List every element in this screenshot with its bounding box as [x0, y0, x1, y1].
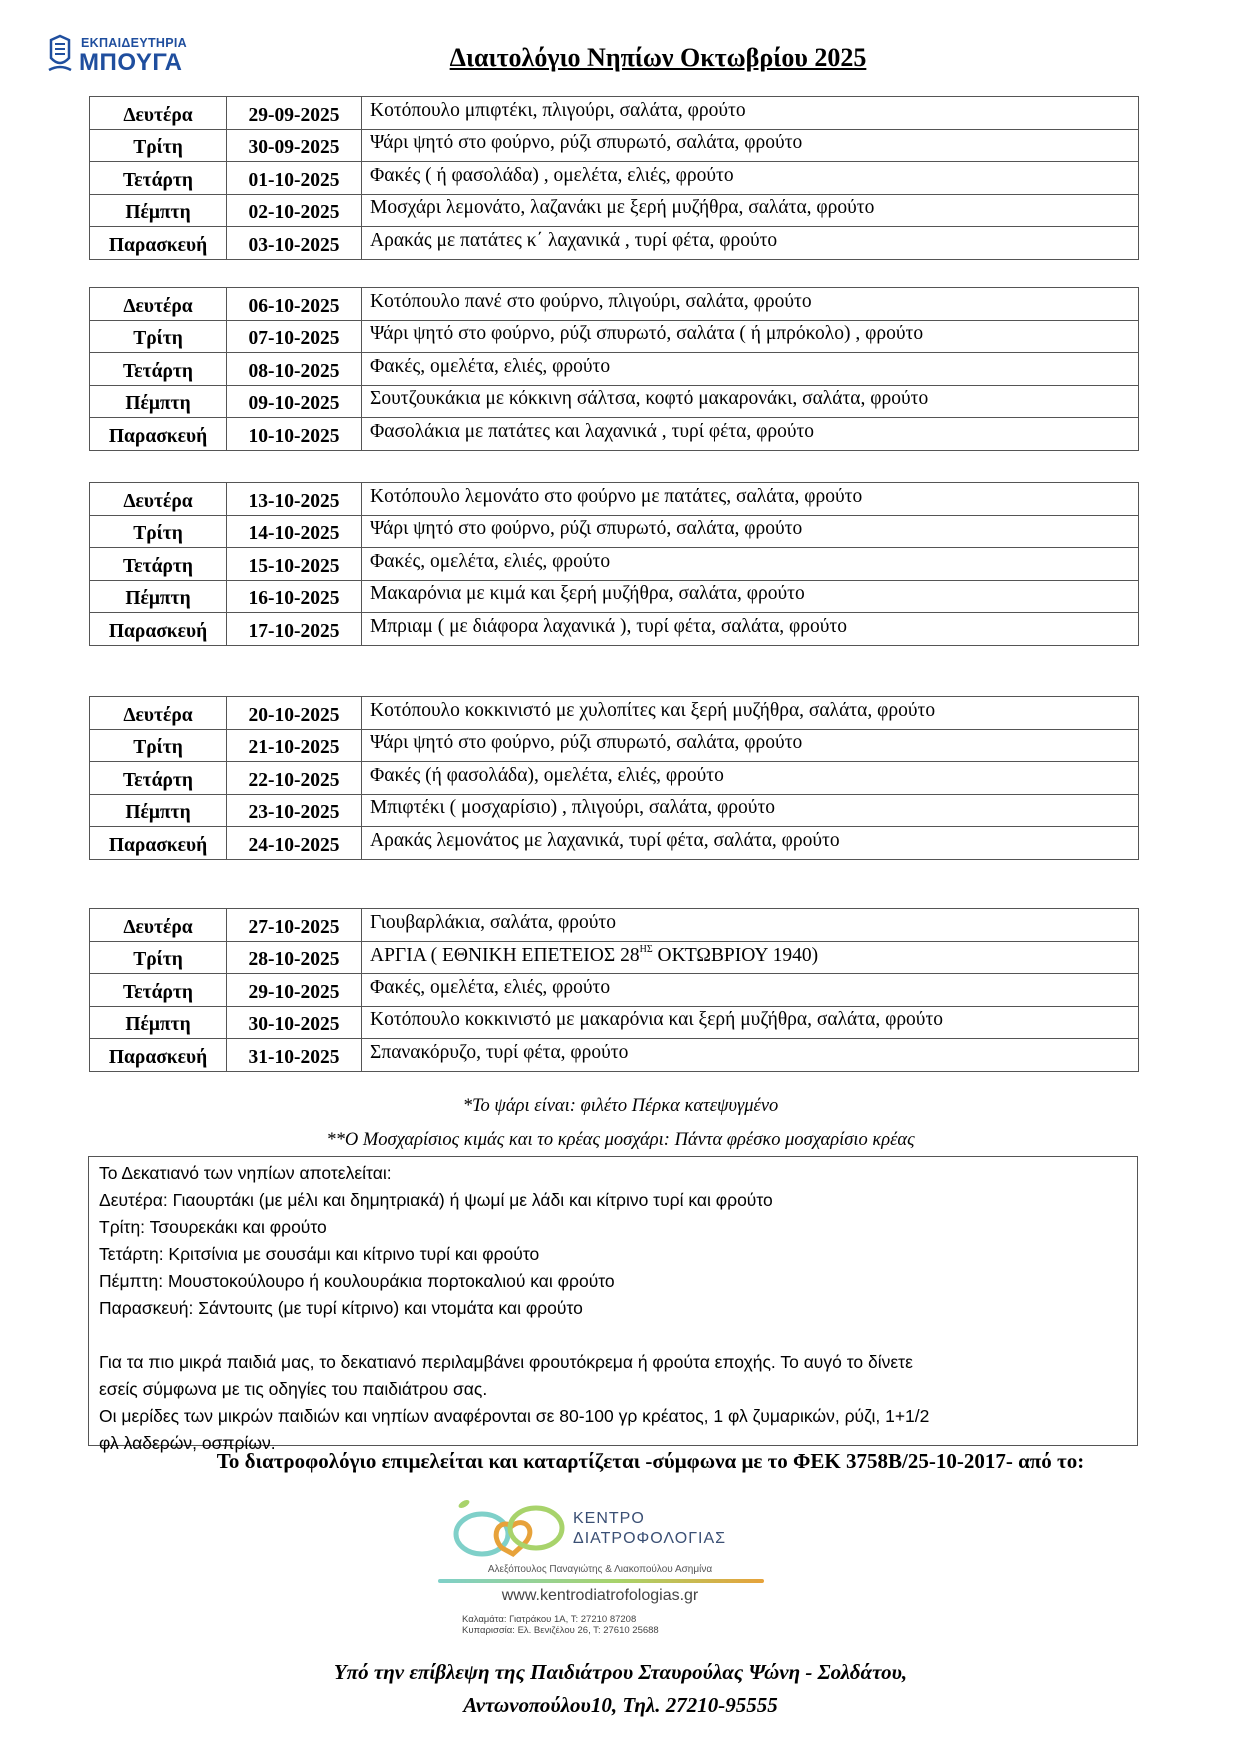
date-cell: 02-10-2025: [227, 194, 362, 227]
date-cell: 01-10-2025: [227, 162, 362, 195]
supervisor-line: Υπό την επίβλεψη της Παιδιάτρου Σταυρούλας Ψώνη - Σολδάτου,: [333, 1660, 908, 1684]
meal-superscript: ΗΣ: [639, 943, 653, 955]
meal-cell: Ψάρι ψητό στο φούρνο, ρύζι σπυρωτό, σαλάτα, φρούτο: [362, 129, 1139, 162]
menu-row: [90, 974, 1139, 1007]
meal-cell: Φακές ( ή φασολάδα) , ομελέτα, ελιές, φρούτο: [362, 162, 1139, 195]
school-name-line2: ΜΠΟΥΓΑ: [79, 49, 183, 76]
day-cell: Τρίτη: [90, 515, 227, 548]
menu-row: [90, 129, 1139, 162]
meal-cell: Γιουβαρλάκια, σαλάτα, φρούτο: [362, 909, 1139, 942]
meal-cell: Αρακάς λεμονάτος με λαχανικά, τυρί φέτα, σαλάτα, φρούτο: [362, 827, 1139, 860]
supervisor-address: Αντωνοπούλου10, Τηλ. 27210-95555: [463, 1693, 778, 1717]
menu-row: [90, 580, 1139, 613]
meal-cell: Φακές, ομελέτα, ελιές, φρούτο: [362, 974, 1139, 1007]
menu-row: [90, 613, 1139, 646]
date-cell: 30-09-2025: [227, 129, 362, 162]
date-cell: 13-10-2025: [227, 483, 362, 516]
menu-row: [90, 762, 1139, 795]
snack-intro: Το Δεκατιανό των νηπίων αποτελείται:: [99, 1163, 392, 1183]
nutrition-center-people: Αλεξόπουλος Παναγιώτης & Λιακοπούλου Ασημίνα: [487, 1564, 713, 1575]
meal-cell: Κοτόπουλο πανέ στο φούρνο, πλιγούρι, σαλάτα, φρούτο: [362, 288, 1139, 321]
day-cell: Δευτέρα: [90, 909, 227, 942]
day-cell: Τετάρτη: [90, 353, 227, 386]
day-cell: Παρασκευή: [90, 418, 227, 451]
meal-cell: Μπριαμ ( με διάφορα λαχανικά ), τυρί φέτα, σαλάτα, φρούτο: [362, 613, 1139, 646]
date-cell: 07-10-2025: [227, 320, 362, 353]
day-cell: Πέμπτη: [90, 794, 227, 827]
date-cell: 29-09-2025: [227, 97, 362, 130]
logo-divider: [438, 1579, 764, 1583]
menu-row: [90, 827, 1139, 860]
menu-row: [90, 194, 1139, 227]
date-cell: 30-10-2025: [227, 1006, 362, 1039]
young-children-note-cont: εσείς σύμφωνα με τις οδηγίες του παιδιάτρου σας.: [99, 1379, 488, 1399]
day-cell: Τετάρτη: [90, 762, 227, 795]
day-cell: Παρασκευή: [90, 1039, 227, 1072]
snack-info-box: [88, 1156, 1138, 1453]
day-cell: Τρίτη: [90, 729, 227, 762]
nutrition-rings-icon: [450, 1498, 568, 1560]
day-cell: Τρίτη: [90, 320, 227, 353]
menu-row: [90, 418, 1139, 451]
snack-day-line: Πέμπτη: Μουστοκούλουρο ή κουλουράκια πορτοκαλιού και φρούτο: [99, 1271, 615, 1291]
date-cell: 24-10-2025: [227, 827, 362, 860]
date-cell: 17-10-2025: [227, 613, 362, 646]
menu-row: [90, 385, 1139, 418]
date-cell: 29-10-2025: [227, 974, 362, 1007]
day-cell: Παρασκευή: [90, 613, 227, 646]
nutrition-center-address: Καλαμάτα: Γιατράκου 1Α, Τ: 27210 87208: [462, 1614, 637, 1625]
day-cell: Τρίτη: [90, 129, 227, 162]
portion-note-cont: φλ λαδερών, οσπρίων.: [99, 1433, 276, 1453]
day-cell: Πέμπτη: [90, 194, 227, 227]
snack-day-line: Τετάρτη: Κριτσίνια με σουσάμι και κίτρινο τυρί και φρούτο: [99, 1244, 540, 1264]
nutrition-center-name-cont: ΔΙΑΤΡΟΦΟΛΟΓΙΑΣ: [573, 1530, 727, 1547]
week-table: [89, 908, 1139, 1072]
snack-day-line: Τρίτη: Τσουρεκάκι και φρούτο: [99, 1217, 327, 1237]
day-cell: Δευτέρα: [90, 97, 227, 130]
day-cell: Πέμπτη: [90, 580, 227, 613]
day-cell: Δευτέρα: [90, 483, 227, 516]
day-cell: Παρασκευή: [90, 827, 227, 860]
menu-row: [90, 320, 1139, 353]
day-cell: Πέμπτη: [90, 1006, 227, 1039]
menu-row: [90, 909, 1139, 942]
date-cell: 22-10-2025: [227, 762, 362, 795]
meal-cell: Φακές, ομελέτα, ελιές, φρούτο: [362, 548, 1139, 581]
menu-row: [90, 1006, 1139, 1039]
menu-row: [90, 97, 1139, 130]
nutrition-center-address: Κυπαρισσία: Ελ. Βενιζέλου 26, Τ: 27610 25688: [462, 1625, 659, 1636]
nutrition-center-name: ΚΕΝΤΡΟ: [573, 1510, 645, 1527]
snack-day-line: Δευτέρα: Γιαουρτάκι (με μέλι και δημητριακά) ή ψωμί με λάδι και κίτρινο τυρί και φρούτο: [99, 1190, 773, 1210]
menu-row: [90, 794, 1139, 827]
meal-cell: Ψάρι ψητό στο φούρνο, ρύζι σπυρωτό, σαλάτα ( ή μπρόκολο) , φρούτο: [362, 320, 1139, 353]
snack-day-line: Παρασκευή: Σάντουιτς (με τυρί κίτρινο) και ντομάτα και φρούτο: [99, 1298, 583, 1318]
week-table: [89, 482, 1139, 646]
meal-cell: Κοτόπουλο κοκκινιστό με μακαρόνια και ξερή μυζήθρα, σαλάτα, φρούτο: [362, 1006, 1139, 1039]
menu-row: [90, 353, 1139, 386]
menu-row: [90, 162, 1139, 195]
school-name-line1: ΕΚΠΑΙΔΕΥΤΗΡΙΑ: [81, 36, 187, 50]
menu-row: [90, 729, 1139, 762]
date-cell: 31-10-2025: [227, 1039, 362, 1072]
date-cell: 16-10-2025: [227, 580, 362, 613]
meal-cell: Κοτόπουλο μπιφτέκι, πλιγούρι, σαλάτα, φρούτο: [362, 97, 1139, 130]
day-cell: Τετάρτη: [90, 974, 227, 1007]
meal-cell: Φακές (ή φασολάδα), ομελέτα, ελιές, φρούτο: [362, 762, 1139, 795]
meal-cell: Κοτόπουλο λεμονάτο στο φούρνο με πατάτες, σαλάτα, φρούτο: [362, 483, 1139, 516]
date-cell: 27-10-2025: [227, 909, 362, 942]
meal-cell: Αρακάς με πατάτες κ΄ λαχανικά , τυρί φέτα, φρούτο: [362, 227, 1139, 260]
day-cell: Τετάρτη: [90, 548, 227, 581]
meal-cell: Φασολάκια με πατάτες και λαχανικά , τυρί φέτα, φρούτο: [362, 418, 1139, 451]
meal-cell: Ψάρι ψητό στο φούρνο, ρύζι σπυρωτό, σαλάτα, φρούτο: [362, 515, 1139, 548]
nutrition-center-website: www.kentrodiatrofologias.gr: [501, 1587, 699, 1604]
menu-row: [90, 288, 1139, 321]
week-table: [89, 696, 1139, 860]
week-table: [89, 287, 1139, 451]
day-cell: Δευτέρα: [90, 697, 227, 730]
menu-row: [90, 515, 1139, 548]
day-cell: Τρίτη: [90, 941, 227, 974]
day-cell: Πέμπτη: [90, 385, 227, 418]
date-cell: 14-10-2025: [227, 515, 362, 548]
meal-text: ΑΡΓΙΑ ( ΕΘΝΙΚΗ ΕΠΕΤΕΙΟΣ 28: [370, 944, 640, 966]
meal-cell: Ψάρι ψητό στο φούρνο, ρύζι σπυρωτό, σαλάτα, φρούτο: [362, 729, 1139, 762]
meal-cell: Σπανακόρυζο, τυρί φέτα, φρούτο: [362, 1039, 1139, 1072]
menu-row: [90, 941, 1139, 974]
meal-cell: [362, 941, 1139, 974]
meal-cell: Κοτόπουλο κοκκινιστό με χυλοπίτες και ξερή μυζήθρα, σαλάτα, φρούτο: [362, 697, 1139, 730]
beef-note: **Ο Μοσχαρίσιος κιμάς και το κρέας μοσχάρι: Πάντα φρέσκο μοσχαρίσιο κρέας: [326, 1130, 915, 1150]
nutrition-center-logo: [430, 1490, 770, 1636]
credit-line: Το διατροφολόγιο επιμελείται και καταρτίζεται -σύμφωνα με το ΦΕΚ 3758Β/25-10-2017- από το:: [216, 1449, 1085, 1473]
week-table: [89, 96, 1139, 260]
menu-row: [90, 548, 1139, 581]
date-cell: 15-10-2025: [227, 548, 362, 581]
menu-row: [90, 227, 1139, 260]
fish-note: *Το ψάρι είναι: φιλέτο Πέρκα κατεψυγμένο: [462, 1096, 779, 1116]
meal-cell: Σουτζουκάκια με κόκκινη σάλτσα, κοφτό μακαρονάκι, σαλάτα, φρούτο: [362, 385, 1139, 418]
date-cell: 03-10-2025: [227, 227, 362, 260]
date-cell: 08-10-2025: [227, 353, 362, 386]
date-cell: 10-10-2025: [227, 418, 362, 451]
date-cell: 23-10-2025: [227, 794, 362, 827]
day-cell: Παρασκευή: [90, 227, 227, 260]
date-cell: 06-10-2025: [227, 288, 362, 321]
date-cell: 20-10-2025: [227, 697, 362, 730]
meal-cell: Μπιφτέκι ( μοσχαρίσιο) , πλιγούρι, σαλάτα, φρούτο: [362, 794, 1139, 827]
meal-cell: Μακαρόνια με κιμά και ξερή μυζήθρα, σαλάτα, φρούτο: [362, 580, 1139, 613]
menu-row: [90, 697, 1139, 730]
day-cell: Τετάρτη: [90, 162, 227, 195]
young-children-note: Για τα πιο μικρά παιδιά μας, το δεκατιανό περιλαμβάνει φρουτόκρεμα ή φρούτα εποχής. Το αυγό το δίνετε: [99, 1352, 913, 1372]
menu-row: [90, 1039, 1139, 1072]
menu-row: [90, 483, 1139, 516]
date-cell: 28-10-2025: [227, 941, 362, 974]
day-cell: Δευτέρα: [90, 288, 227, 321]
page-title: Διαιτολόγιο Νηπίων Οκτωβρίου 2025: [449, 43, 867, 72]
meal-text-tail: ΟΚΤΩΒΡΙΟΥ 1940): [652, 944, 819, 966]
portion-note: Οι μερίδες των μικρών παιδιών και νηπίων αναφέρονται σε 80-100 γρ κρέατος, 1 φλ ζυμαρικών, ρύζι, 1+1/2: [99, 1406, 930, 1426]
date-cell: 09-10-2025: [227, 385, 362, 418]
meal-cell: Φακές, ομελέτα, ελιές, φρούτο: [362, 353, 1139, 386]
meal-cell: Μοσχάρι λεμονάτο, λαζανάκι με ξερή μυζήθρα, σαλάτα, φρούτο: [362, 194, 1139, 227]
date-cell: 21-10-2025: [227, 729, 362, 762]
